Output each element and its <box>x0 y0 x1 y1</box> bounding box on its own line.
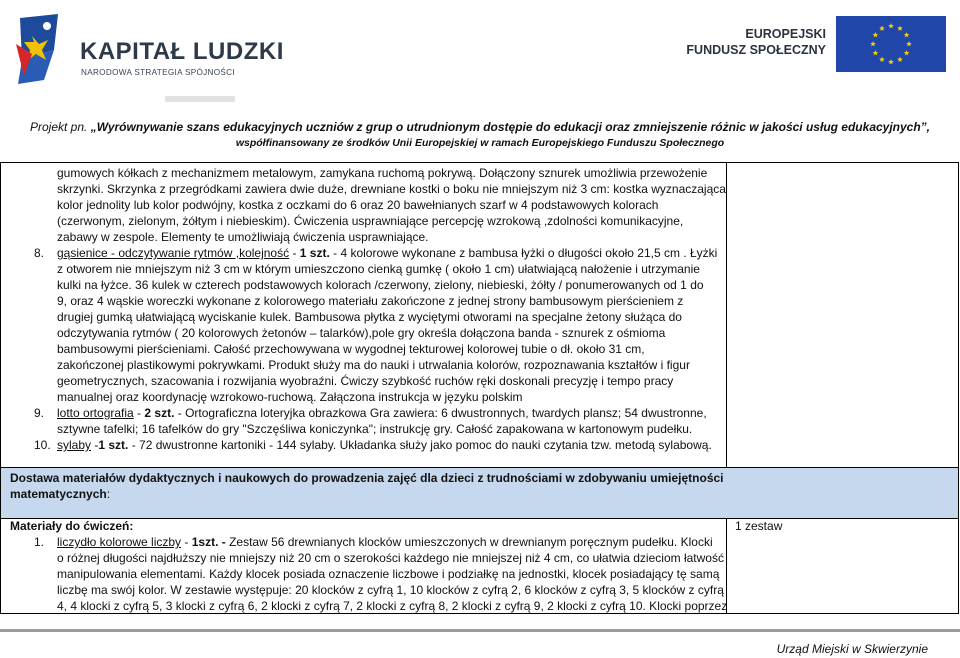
text-line: odczytywania rytmów ( 20 kolorowych żetonów – talarków),pole gry określa dołączona banda - sznurek z ośmioma <box>57 326 666 340</box>
eu-line-1: EUROPEJSKI <box>745 27 826 41</box>
item-name: sylaby <box>57 438 92 452</box>
list-item <box>57 405 707 421</box>
item-number: 9. <box>34 406 45 420</box>
section-heading-colon: : <box>106 487 111 501</box>
quantity-cell: 1 zestaw <box>735 519 783 533</box>
table-right-border <box>958 162 959 614</box>
text-line: o różnej długości najdłuższy nie mniejszy niż 20 cm o szerokości każdego nie mniejszej niż 4 cm, co ułatwia dzieciom łatwość <box>57 551 724 565</box>
eu-logo <box>686 16 946 72</box>
text-line: kolor jednolity lub kolor podwójny, kostka z oczkami do 6 oraz 20 bawełnianych szarf w 4 podstawowych kolorach <box>57 198 659 212</box>
cofinancing-note: współfinansowany ze środków Unii Europejskiej w ramach Europejskiego Funduszu Społecznego <box>235 137 725 149</box>
specification-table <box>0 162 959 614</box>
eu-fund-name <box>686 26 826 58</box>
section-heading-bold: matematycznych <box>10 487 107 501</box>
kapital-ludzki-subtitle: NARODOWA STRATEGIA SPÓJNOŚCI <box>81 68 235 77</box>
item-name: gąsienice - odczytywanie rytmów ,kolejność <box>57 246 290 260</box>
list-item <box>57 437 712 453</box>
item-number: 1. <box>34 535 45 549</box>
item-description: Zestaw 56 drewnianych klocków umieszczonych w drewnianym poręcznym pudełku. Klocki <box>225 535 713 549</box>
item-number: 10. <box>34 438 51 452</box>
text-line: (czerwonym, zielonym, żółtym i niebieskim). Ćwiczenia usprawniające percepcję wzrokową ,zdolności komunikacyjne, <box>57 214 684 228</box>
text-line: bambusowymi pierścieniami. Całość przechowywana w wygodnej tekturowej kolorowej tubie o dł. około 31 cm, <box>57 342 645 356</box>
text-line: manualnej oraz koordynację wzrokowo-ruchową. Załączona instrukcja w języku polskim <box>57 390 523 404</box>
separator: - <box>181 535 192 549</box>
item-name: lotto ortografia <box>57 406 134 420</box>
project-prefix: Projekt pn. <box>29 120 88 134</box>
item-name: liczydło kolorowe liczby <box>57 535 182 549</box>
materials-heading: Materiały do ćwiczeń: <box>10 519 134 533</box>
text-line: zabawy w zespole. Elementy te umożliwiają ćwiczenia usprawniające. <box>57 230 429 244</box>
row-divider-1 <box>0 467 959 468</box>
text-line: liczbę ma swój kolor. W zestawie występuje: 20 klocków z cyfrą 1, 10 klocków z cyfrą 2, 6 klocków z cyfrą 3, 5 klocków z cyfrą <box>57 583 724 597</box>
item-description: - 4 kolorowe wykonane z bambusa łyżki o długości około 21,5 cm . Łyżki <box>329 246 718 260</box>
item-quantity: 1 szt. <box>98 438 129 452</box>
text-line: sztywne tafelki; 16 tafelków do gry "Szczęśliwa koniczynka"; instrukcję gry. Całość zapakowana w kartonowym pudełku. <box>57 422 693 436</box>
table-left-border <box>0 162 1 614</box>
item-quantity: 1 szt. <box>299 246 330 260</box>
section-heading-line-2 <box>10 486 110 502</box>
text-line: geometrycznych, szacowania i rozwijania wyobraźni. Ćwiczy szybkość ruchów ręki doskonali precyzję i tempo pracy <box>57 374 674 388</box>
text-line: manipulowania elementami. Każdy klocek posiada oznaczenie liczbowe i podziałkę na jednostki, klocek posiadający tę samą <box>57 567 720 581</box>
separator: - <box>289 246 300 260</box>
list-item <box>57 534 713 550</box>
eu-flag-icon <box>836 16 946 72</box>
item-number: 8. <box>34 246 45 260</box>
text-line: 9, oraz 4 wąskie woreczki wykonane z kolorowego materiału zakończone z jednej strony bambusowym pierścieniem z <box>57 294 684 308</box>
kapital-ludzki-logo <box>14 14 284 84</box>
text-line: 4, 4 klocki z cyfrą 5, 3 klocki z cyfrą 6, 2 klocki z cyfrą 7, 2 klocki z cyfrą 8, 2 klocki z cyfrą 9, 2 klocki z cyfrą 10. Klocki poprzez <box>57 599 728 613</box>
list-item <box>57 245 717 261</box>
footer-divider <box>0 629 960 632</box>
item-quantity: 2 szt. <box>144 406 175 420</box>
item-description: - 72 dwustronne kartoniki - 144 sylaby. Układanka służy jako pomoc do nauki czytania tzw. metodą sylabową. <box>128 438 712 452</box>
separator: - <box>91 438 99 452</box>
text-line: z otworem nie mniejszym niż 3 cm w którym umieszczono cienką gumkę ( około 1 cm) ułatwiającą nałożenie i utrzymanie <box>57 262 700 276</box>
item-quantity: 1szt. - <box>191 535 226 549</box>
text-line: skrzynki. Skrzynka z przegródkami zawiera dwie duże, drewniane kostki o boku nie mniejszym niż 3 cm: kostka wyznaczająca <box>57 182 726 196</box>
footer-office-name: Urząd Miejski w Skwierzynie <box>776 642 928 656</box>
separator: - <box>133 406 145 420</box>
text-line: gumowych kółkach z mechanizmem metalowym, zamykana ruchomą pokrywą. Dołączony sznurek umożliwia przewożenie <box>57 166 708 180</box>
section-heading-line-1: Dostawa materiałów dydaktycznych i naukowych do prowadzenia zajęć dla dzieci z trudnościami w zdobywaniu umiejętności <box>10 471 724 485</box>
row-divider-2 <box>0 518 959 519</box>
item-description: - Ortograficzna loteryjka obrazkowa Gra zawiera: 6 dwustronnych, twardych plansz; 54 dwustronne, <box>174 406 707 420</box>
eu-line-2: FUNDUSZ SPOŁECZNY <box>686 43 826 57</box>
project-title <box>0 120 960 134</box>
column-divider-top <box>726 162 727 467</box>
kapital-ludzki-emblem-icon <box>14 14 74 84</box>
text-line: drugiej gumką ułatwiającą wyciskanie kulek. Bambusowa płytka z wyciętymi otworami na specjalne żetony służąca do <box>57 310 682 324</box>
faint-mark <box>165 96 235 102</box>
text-line: kulki na łyżce. 36 kulek w czterech podstawowych kolorach /czerwony, zielony, niebieski, żółty / ponumerowanych od 1 do <box>57 278 704 292</box>
project-name: „Wyrównywanie szans edukacyjnych uczniów z grup o utrudnionym dostępie do edukacji oraz zmniejszenie różnic w jakości usług edukacyjnych”, <box>90 120 931 134</box>
kapital-ludzki-title: KAPITAŁ LUDZKI <box>80 38 284 65</box>
text-line: zakończonej plastikowymi pokrywkami. Produkt służy ma do nauki i utrwalania kolorów, rozpoznawania kształtów i figur <box>57 358 690 372</box>
table-top-border <box>0 162 959 163</box>
